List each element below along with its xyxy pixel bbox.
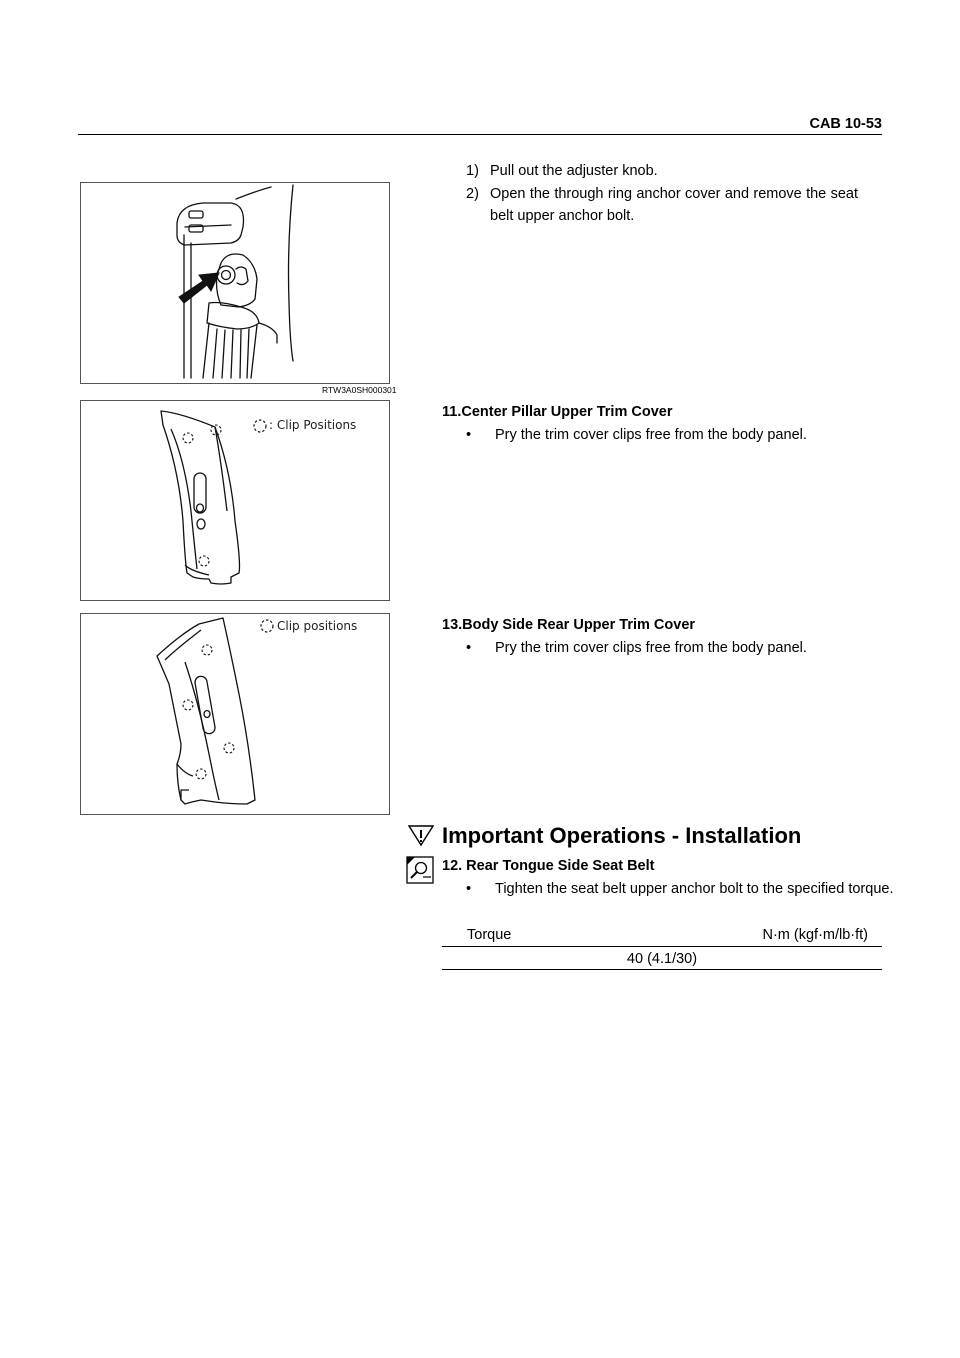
torque-unit: N·m (kgf·m/lb·ft) — [762, 927, 868, 943]
header-rule — [78, 134, 882, 135]
step-text: Open the through ring anchor cover and remove the seat belt upper anchor bolt. — [490, 186, 858, 224]
figure-seatbelt-anchor — [80, 182, 390, 384]
torque-value: 40 (4.1/30) — [626, 951, 698, 967]
figure-center-pillar-trim — [80, 400, 390, 601]
bullet-text: Pry the trim cover clips free from the body panel. — [495, 427, 807, 443]
section-title: 11.Center Pillar Upper Trim Cover — [442, 404, 673, 420]
item-title: 12. Rear Tongue Side Seat Belt — [442, 858, 655, 874]
important-operations-title: Important Operations - Installation — [442, 823, 802, 848]
bullet-icon: • — [466, 427, 472, 443]
clip-positions-label: Clip positions — [277, 619, 358, 633]
step-item — [466, 183, 886, 227]
figure-caption: RTW3A0SH000301 — [322, 385, 397, 395]
bullet-icon: • — [466, 881, 472, 897]
step-number: 1) — [466, 163, 479, 179]
torque-label: Torque — [467, 927, 512, 943]
bullet-item — [466, 424, 906, 446]
clip-legend-icon — [254, 420, 266, 432]
warning-triangle-icon — [408, 824, 434, 846]
seatbelt-anchor-illustration — [81, 183, 391, 385]
step-list — [466, 160, 886, 226]
section-title: 13.Body Side Rear Upper Trim Cover — [442, 617, 696, 633]
clip-legend-icon — [261, 620, 273, 632]
bullet-text: Tighten the seat belt upper anchor bolt to the specified torque. — [495, 881, 894, 897]
bullet-text: Pry the trim cover clips free from the body panel. — [495, 640, 807, 656]
clip-positions-label: : Clip Positions — [269, 418, 357, 432]
step-item — [466, 160, 886, 182]
bullet-icon: • — [466, 640, 472, 656]
table-rule — [442, 946, 882, 947]
step-text: Pull out the adjuster knob. — [490, 163, 658, 179]
page-header: CAB 10-53 — [809, 116, 882, 132]
bullet-item — [466, 878, 906, 922]
figure-body-side-rear-trim — [80, 613, 390, 815]
bullet-item — [466, 637, 906, 659]
inspect-magnifier-icon — [406, 856, 434, 884]
body-side-rear-trim-illustration — [81, 614, 391, 816]
step-number: 2) — [466, 186, 479, 202]
table-rule — [442, 969, 882, 970]
